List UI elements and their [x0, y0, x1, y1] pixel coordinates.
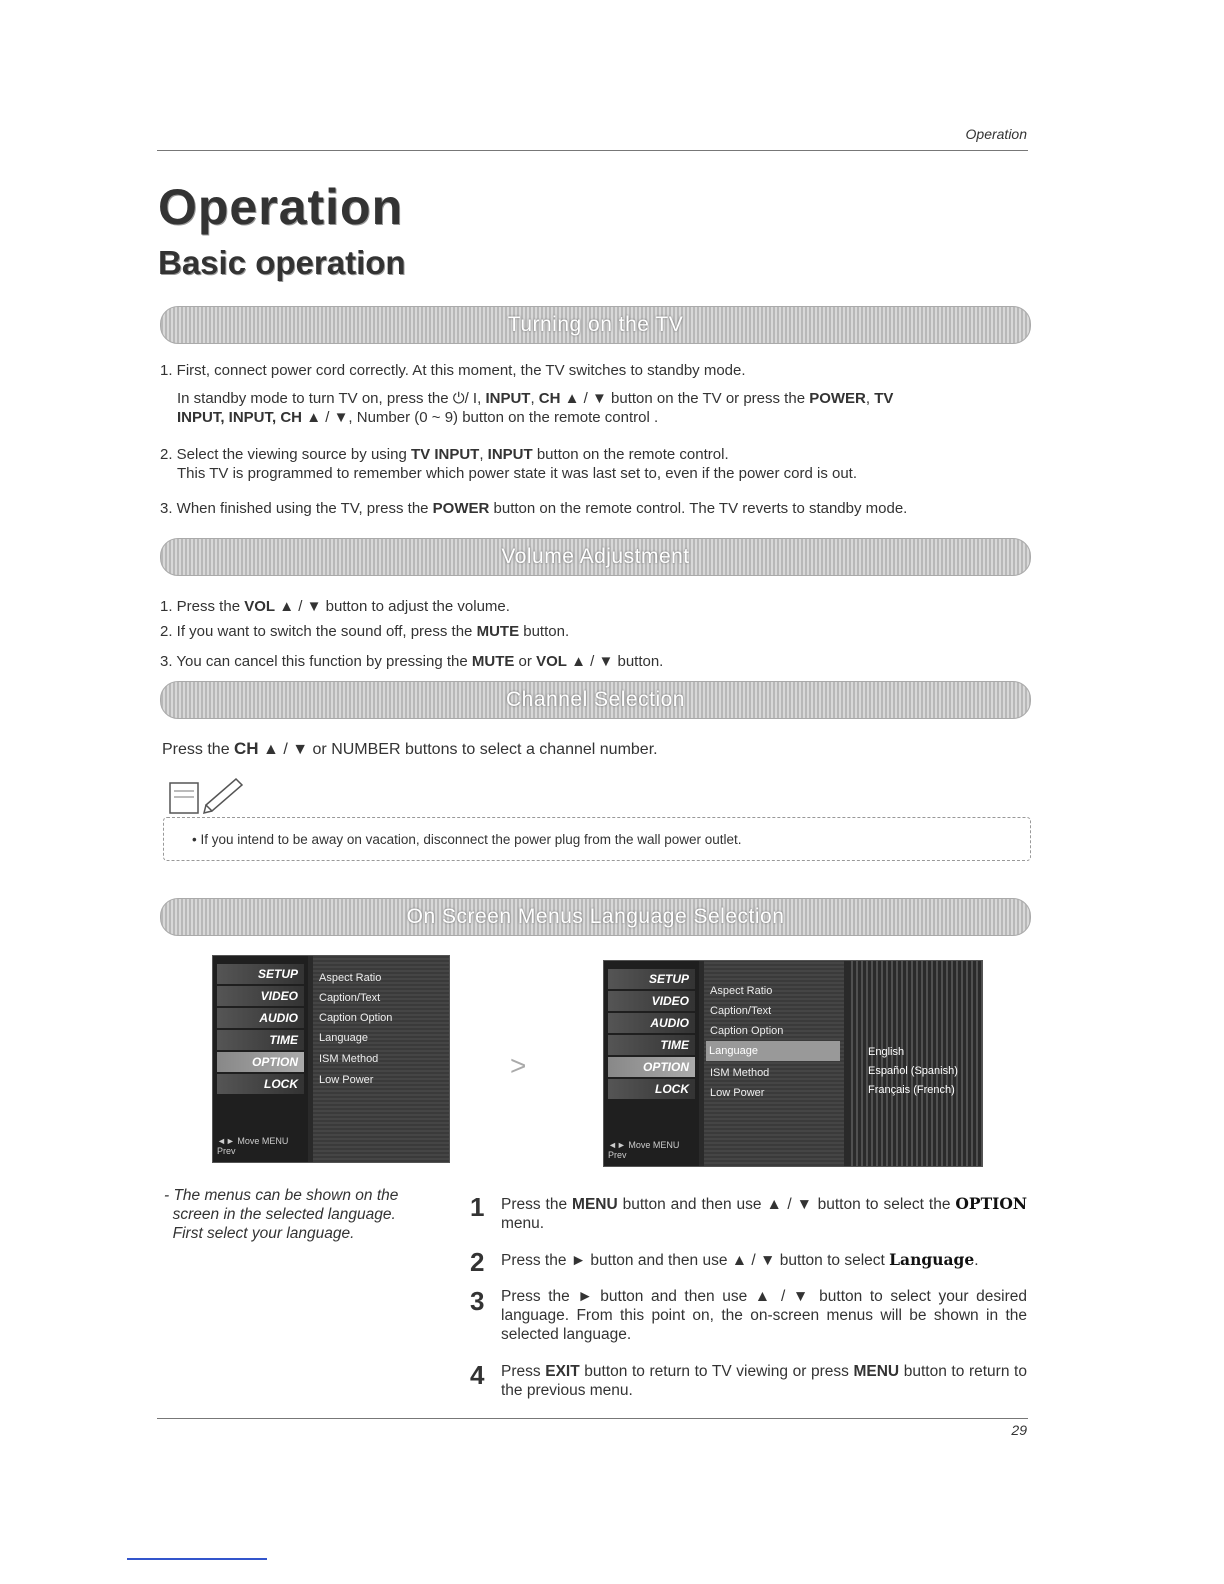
right-arrow-icon: ► — [570, 1252, 587, 1269]
channel-text: Press the CH ▲ / ▼ or NUMBER buttons to select a channel number. — [162, 739, 658, 758]
down-arrow-icon: ▼ — [292, 741, 309, 758]
note-pencil-icon — [166, 775, 246, 817]
osd-option-low-power: Low Power — [710, 1087, 765, 1099]
down-arrow-icon: ▼ — [333, 409, 349, 426]
osd-category-setup: SETUP — [217, 964, 304, 984]
down-arrow-icon: ▼ — [796, 1196, 813, 1213]
osd-category-lock: LOCK — [608, 1079, 695, 1099]
step-1-text: Press the MENU button and then use ▲ / ▼ button to select the OPTION menu. — [501, 1194, 1028, 1232]
banner-volume — [160, 538, 1031, 576]
down-arrow-icon: ▼ — [760, 1252, 776, 1269]
up-arrow-icon: ▲ — [766, 1196, 783, 1213]
osd-category-video: VIDEO — [217, 986, 304, 1006]
step-3-text: Press the ► button and then use ▲ / ▼ button to select your desired language. From this point on, the on-screen menus will be shown in the selected language. — [501, 1288, 1028, 1343]
osd-category-lock: LOCK — [217, 1074, 304, 1094]
power-symbol: ⏻/ I — [452, 390, 478, 407]
right-arrow-icon: ► — [577, 1288, 593, 1305]
osd-language-french: Français (French) — [868, 1084, 955, 1096]
step-2-text: Press the ► button and then use ▲ / ▼ button to select Language. — [501, 1250, 979, 1269]
corner-mark — [127, 1558, 267, 1560]
turning-on-item-3: 3. When finished using the TV, press the POWER button on the remote control. The TV reverts to standby mode. — [160, 500, 908, 517]
transition-arrow-icon: > — [510, 1050, 527, 1081]
step-1-number: 1 — [470, 1192, 485, 1222]
osd-option-aspect-ratio: Aspect Ratio — [710, 985, 773, 997]
down-arrow-icon: ▼ — [592, 390, 607, 407]
banner-turning-on-label: Turning on the TV — [507, 313, 684, 336]
osd-option-panel — [313, 956, 449, 1162]
banner-turning-on — [160, 306, 1031, 344]
up-arrow-icon: ▲ — [279, 598, 295, 615]
bottom-rule — [157, 1418, 1028, 1419]
osd-category-audio: AUDIO — [608, 1013, 695, 1033]
up-arrow-icon: ▲ — [571, 653, 586, 670]
osd-option-ism-method: ISM Method — [710, 1067, 770, 1079]
volume-item-3: 3. You can cancel this function by pressing the MUTE or VOL ▲ / ▼ button. — [160, 653, 664, 670]
up-arrow-icon: ▲ — [263, 741, 279, 758]
page-subtitle: Basic operation — [158, 244, 406, 281]
osd-menu-screenshot-2 — [603, 960, 983, 1167]
osd-option-panel — [704, 961, 844, 1166]
turning-on-item-1-detail: In standby mode to turn TV on, press the ⏻/ I, INPUT, CH ▲ / ▼ button on the TV or press the POWER, TV INPUT, INPUT, CH ▲ / ▼, Number (0 ~ 9) button on the remote control . — [177, 390, 894, 426]
turning-on-item-1: 1. First, connect power cord correctly. At this moment, the TV switches to standby mode. — [160, 362, 746, 379]
step-3-number: 3 — [470, 1286, 485, 1316]
osd-option-language-selected: Language — [706, 1041, 840, 1061]
osd-language-submenu — [848, 961, 982, 1166]
osd-language-english: English — [868, 1046, 905, 1058]
language-caption: - The menus can be shown on the screen in the selected language. First select your language. — [164, 1187, 399, 1242]
turning-on-item-2: 2. Select the viewing source by using TV INPUT, INPUT button on the remote control. This TV is programmed to remember which power state it was last set to, even if the power cord is out. — [160, 446, 858, 482]
page-title: Operation — [158, 179, 404, 235]
banner-channel-label: Channel Selection — [506, 688, 685, 711]
volume-item-1: 1. Press the VOL ▲ / ▼ button to adjust the volume. — [160, 598, 510, 615]
top-rule — [157, 150, 1028, 151]
osd-category-time: TIME — [217, 1030, 304, 1050]
step-4-text: Press EXIT button to return to TV viewing or press MENU button to return to the previous menu. — [501, 1363, 1027, 1399]
step-2-number: 2 — [470, 1247, 485, 1277]
note-box — [163, 817, 1031, 861]
osd-category-video: VIDEO — [608, 991, 695, 1011]
osd-category-audio: AUDIO — [217, 1008, 304, 1028]
osd-category-panel — [604, 961, 699, 1166]
volume-item-2: 2. If you want to switch the sound off, press the MUTE button. — [160, 623, 570, 640]
up-arrow-icon: ▲ — [754, 1288, 774, 1305]
down-arrow-icon: ▼ — [598, 653, 614, 670]
osd-category-setup: SETUP — [608, 969, 695, 989]
osd-option-language: Language — [319, 1032, 368, 1044]
up-arrow-icon: ▲ — [564, 390, 580, 407]
osd-footer: ◄► Move MENU Prev — [608, 1140, 680, 1160]
step-4-number: 4 — [470, 1360, 485, 1390]
banner-volume-label: Volume Adjustment — [501, 545, 690, 568]
osd-footer: ◄► Move MENU Prev — [217, 1136, 289, 1156]
running-head: Operation — [965, 126, 1027, 142]
osd-option-ism-method: ISM Method — [319, 1053, 379, 1065]
banner-language-label: On Screen Menus Language Selection — [406, 905, 785, 928]
osd-category-time: TIME — [608, 1035, 695, 1055]
up-arrow-icon: ▲ — [306, 409, 322, 426]
osd-option-caption-option: Caption Option — [710, 1025, 784, 1037]
page-number: 29 — [1011, 1422, 1027, 1438]
banner-channel — [160, 681, 1031, 719]
osd-category-panel — [213, 956, 308, 1162]
osd-option-low-power: Low Power — [319, 1074, 374, 1086]
osd-option-aspect-ratio: Aspect Ratio — [319, 972, 382, 984]
osd-option-caption-text: Caption/Text — [319, 992, 381, 1004]
osd-menu-screenshot-1 — [212, 955, 450, 1163]
osd-category-option: OPTION — [608, 1057, 695, 1077]
up-arrow-icon: ▲ — [731, 1252, 748, 1269]
note-text: • If you intend to be away on vacation, disconnect the power plug from the wall power outlet. — [192, 831, 742, 847]
osd-option-caption-text: Caption/Text — [710, 1005, 772, 1017]
down-arrow-icon: ▼ — [306, 598, 322, 615]
osd-category-option: OPTION — [217, 1052, 304, 1072]
banner-language — [160, 898, 1031, 936]
down-arrow-icon: ▼ — [792, 1288, 812, 1305]
osd-option-caption-option: Caption Option — [319, 1012, 393, 1024]
osd-language-spanish: Español (Spanish) — [868, 1065, 958, 1077]
